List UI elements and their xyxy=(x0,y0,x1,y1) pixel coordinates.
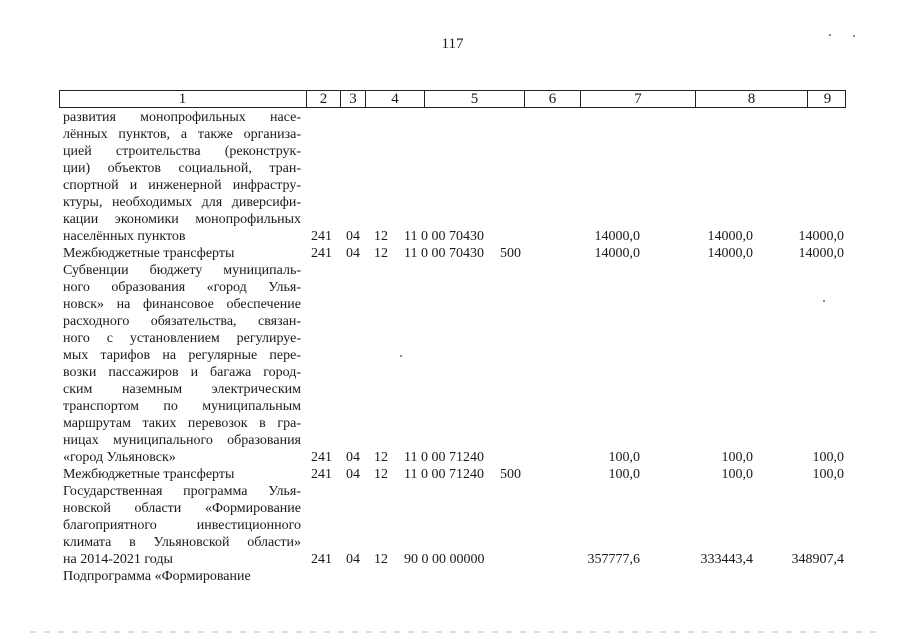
cell-c2: 241 xyxy=(311,229,332,244)
cell-c5: 11 0 00 70430 xyxy=(404,246,484,261)
cell-c2: 241 xyxy=(311,552,332,567)
cell-c7: 14000,0 xyxy=(594,246,640,261)
description-line: транспортом по муниципальным xyxy=(63,399,301,414)
cell-c2: 241 xyxy=(311,467,332,482)
description-line: Государственная программа Улья- xyxy=(63,484,301,499)
row-description xyxy=(63,568,301,585)
description-line: благоприятного инвестиционного xyxy=(63,518,301,533)
cell-c3: 04 xyxy=(346,246,360,261)
page-number: 117 xyxy=(441,36,464,52)
cell-c9: 100,0 xyxy=(812,467,844,482)
cell-c4: 12 xyxy=(374,229,388,244)
cell-c3: 04 xyxy=(346,229,360,244)
col-header-9: 9 xyxy=(807,91,847,107)
description-line: ного с установлением регулируе- xyxy=(63,331,301,346)
scan-speck xyxy=(829,34,831,36)
cell-c3: 04 xyxy=(346,552,360,567)
scan-speck xyxy=(823,300,825,302)
description-line: мых тарифов на регулярные пере- xyxy=(63,348,301,363)
cell-c9: 14000,0 xyxy=(798,246,844,261)
scan-speck xyxy=(853,35,855,37)
col-header-5: 5 xyxy=(424,91,524,107)
col-header-1: 1 xyxy=(178,91,187,107)
cell-c5: 11 0 00 71240 xyxy=(404,467,484,482)
cell-c4: 12 xyxy=(374,246,388,261)
cell-c4: 12 xyxy=(374,552,388,567)
cell-c8: 14000,0 xyxy=(707,229,753,244)
cell-c7: 100,0 xyxy=(608,450,640,465)
cell-c8: 333443,4 xyxy=(700,552,753,567)
cell-c8: 100,0 xyxy=(721,450,753,465)
table-row xyxy=(0,228,905,245)
cell-c9: 14000,0 xyxy=(798,229,844,244)
description-line: климата в Ульяновской области» xyxy=(63,535,301,550)
description-line: Субвенции бюджету муниципаль- xyxy=(63,263,301,278)
row-description xyxy=(63,262,301,466)
description-line: новской области «Формирование xyxy=(63,501,301,516)
description-line: Межбюджетные трансферты xyxy=(63,246,235,261)
description-line: ции) объектов социальной, тран- xyxy=(63,161,301,176)
description-line: расходного обязательства, связан- xyxy=(63,314,301,329)
cell-c5: 11 0 00 70430 xyxy=(404,229,484,244)
description-line: ктуры, необходимых для диверсифи- xyxy=(63,195,301,210)
description-line: развития монопрофильных насе- xyxy=(63,110,301,125)
cell-c4: 12 xyxy=(374,450,388,465)
cell-c7: 100,0 xyxy=(608,467,640,482)
cell-c8: 100,0 xyxy=(721,467,753,482)
cell-c6: 500 xyxy=(500,467,521,482)
description-line: «город Ульяновск» xyxy=(63,450,176,465)
cell-c7: 14000,0 xyxy=(594,229,640,244)
description-line: Межбюджетные трансферты xyxy=(63,467,235,482)
description-line: кации экономики монопрофильных xyxy=(63,212,301,227)
description-line: маршрутам таких перевозок в гра- xyxy=(63,416,301,431)
description-line: Подпрограмма «Формирование xyxy=(63,569,251,584)
description-line: ницах муниципального образования xyxy=(63,433,301,448)
col-header-7: 7 xyxy=(580,91,695,107)
cell-c7: 357777,6 xyxy=(587,552,640,567)
scan-speck xyxy=(400,355,402,357)
cell-c6: 500 xyxy=(500,246,521,261)
col-header-3: 3 xyxy=(340,91,365,107)
cell-c4: 12 xyxy=(374,467,388,482)
table-row xyxy=(0,551,905,568)
cell-c9: 100,0 xyxy=(812,450,844,465)
description-line: спортной и инженерной инфрастру- xyxy=(63,178,301,193)
col-header-6: 6 xyxy=(524,91,580,107)
cell-c5: 90 0 00 00000 xyxy=(404,552,485,567)
row-description xyxy=(63,109,301,245)
description-line: цией строительства (реконструк- xyxy=(63,144,301,159)
table-header xyxy=(59,90,846,108)
description-line: ским наземным электрическим xyxy=(63,382,301,397)
cell-c2: 241 xyxy=(311,246,332,261)
cell-c8: 14000,0 xyxy=(707,246,753,261)
cell-c3: 04 xyxy=(346,450,360,465)
description-line: населённых пунктов xyxy=(63,229,186,244)
col-header-2: 2 xyxy=(306,91,340,107)
cell-c5: 11 0 00 71240 xyxy=(404,450,484,465)
col-header-4: 4 xyxy=(365,91,424,107)
cell-c3: 04 xyxy=(346,467,360,482)
table-row xyxy=(0,466,905,483)
description-line: новск» на финансовое обеспечение xyxy=(63,297,301,312)
cell-c2: 241 xyxy=(311,450,332,465)
scan-bottom-noise xyxy=(30,631,880,633)
col-header-8: 8 xyxy=(695,91,807,107)
description-line: на 2014-2021 годы xyxy=(63,552,173,567)
description-line: лённых пунктов, а также организа- xyxy=(63,127,301,142)
table-row xyxy=(0,245,905,262)
cell-c9: 348907,4 xyxy=(791,552,844,567)
description-line: возки пассажиров и багажа город- xyxy=(63,365,301,380)
table-row xyxy=(0,449,905,466)
description-line: ного образования «город Улья- xyxy=(63,280,301,295)
